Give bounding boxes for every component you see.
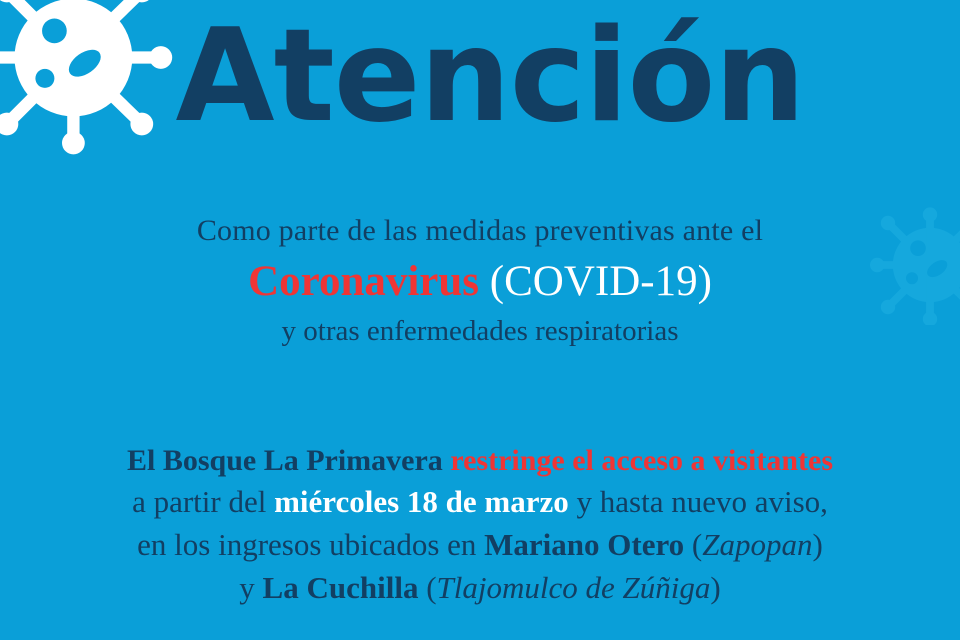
intro-line-3: y otras enfermedades respiratorias <box>281 315 679 348</box>
notice-row-1 <box>0 440 960 481</box>
notice-row-3-paren-close: ) <box>812 527 823 563</box>
notice-row-4 <box>0 567 960 610</box>
covid-label: (COVID-19) <box>489 257 712 305</box>
notice-row-2-prefix: a partir del <box>132 484 275 520</box>
notice-row-2-suffix: y hasta nuevo aviso, <box>568 484 828 520</box>
notice-row-3-prefix: en los ingresos ubicados en <box>137 527 485 563</box>
intro-line-2 <box>0 254 960 310</box>
municipality-zapopan: Zapopan <box>702 527 813 563</box>
entrance-mariano-otero: Mariano Otero <box>484 527 685 563</box>
notice-row-4-prefix: y <box>239 569 263 605</box>
page-title: Atención <box>175 2 805 151</box>
notice-row-4-paren-close: ) <box>710 569 721 605</box>
intro-block <box>0 212 960 350</box>
notice-block <box>0 440 960 610</box>
entrance-la-cuchilla: La Cuchilla <box>262 569 419 605</box>
start-date: miércoles 18 de marzo <box>274 484 569 520</box>
park-name: El Bosque La Primavera <box>126 444 451 477</box>
coronavirus-word: Coronavirus <box>248 257 480 305</box>
notice-row-3-paren-open: ( <box>684 527 703 563</box>
restriction-text: restringe el acceso a visitantes <box>450 444 833 477</box>
intro-line-1: Como parte de las medidas preventivas ante el <box>196 214 764 247</box>
municipality-tlajomulco: Tlajomulco de Zúñiga <box>436 569 711 605</box>
notice-row-2 <box>0 481 960 524</box>
notice-row-3 <box>0 524 960 567</box>
notice-row-4-paren-open: ( <box>418 569 437 605</box>
